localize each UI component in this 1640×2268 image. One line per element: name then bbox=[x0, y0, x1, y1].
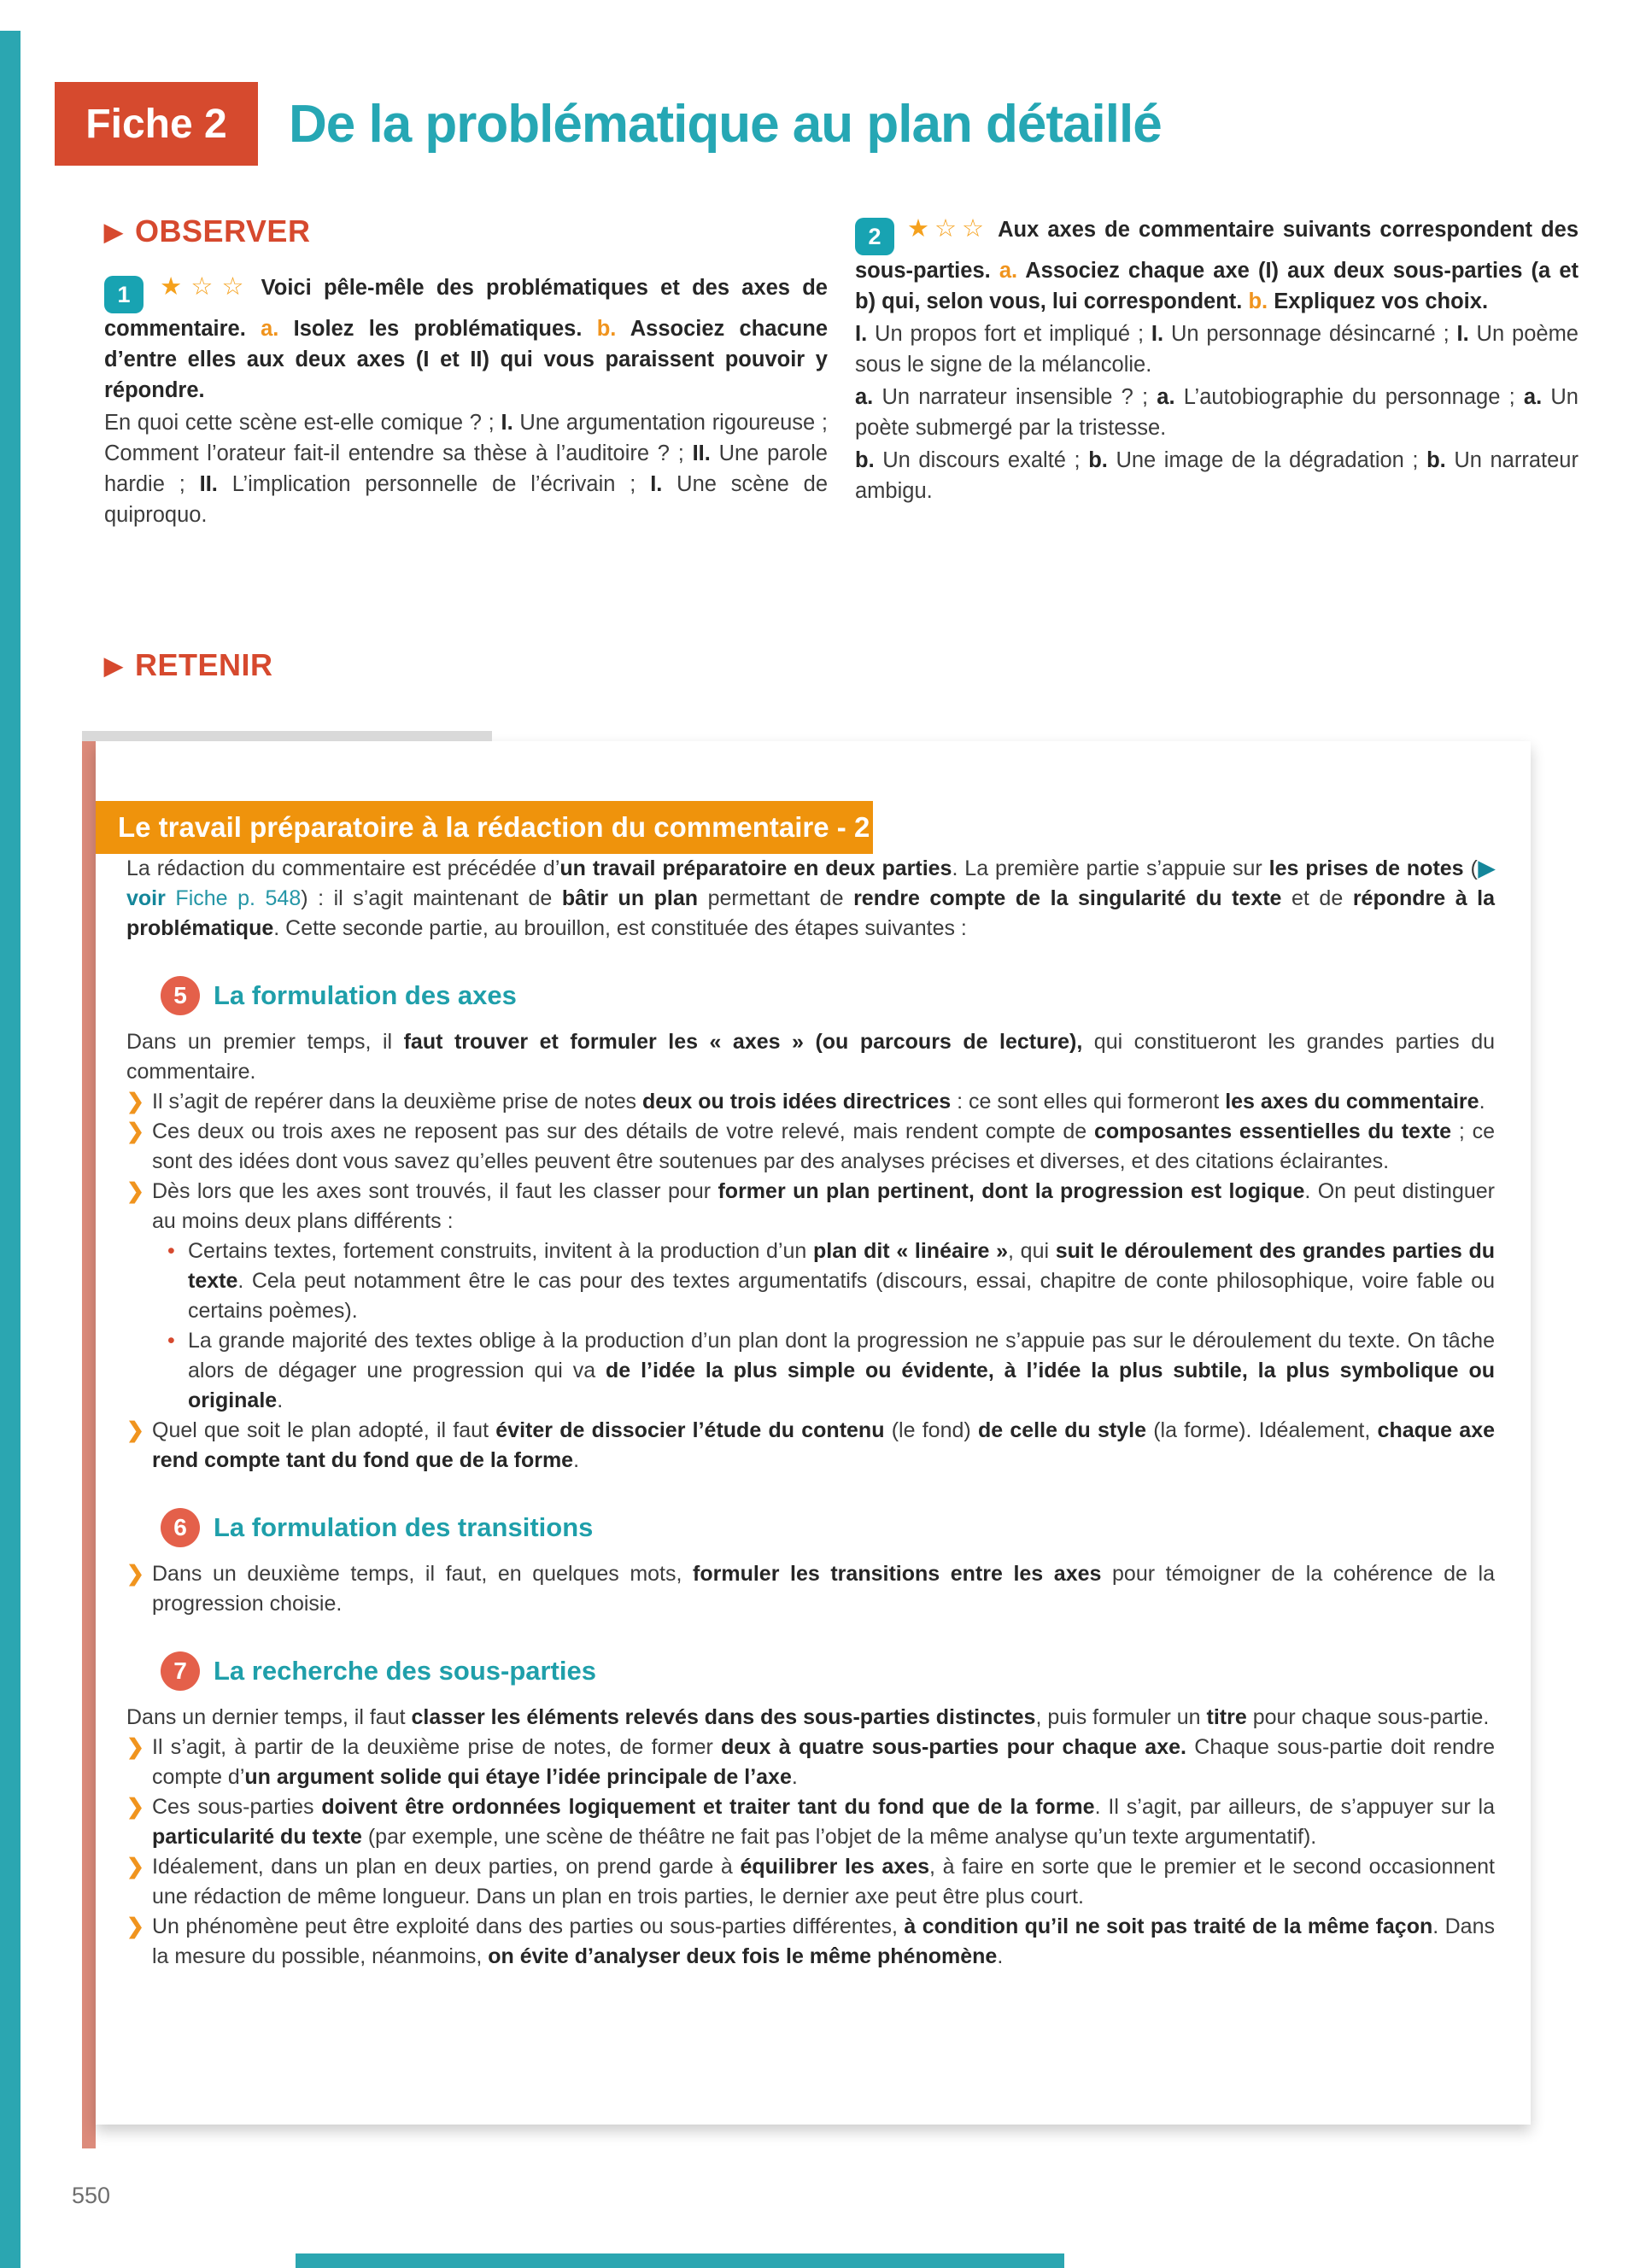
list-item bbox=[126, 1912, 1495, 1972]
exercise-2-items-b bbox=[855, 445, 1578, 506]
triangle-icon: ▶ bbox=[104, 219, 124, 245]
text-segment: b. bbox=[855, 448, 875, 472]
list-item-text bbox=[152, 1912, 1495, 1972]
text-segment: b. bbox=[1248, 289, 1274, 313]
text-segment: , puis formuler un bbox=[1035, 1705, 1207, 1729]
text-segment: permettant de bbox=[698, 886, 854, 910]
text-segment: deux à quatre sous-parties pour chaque axe. bbox=[721, 1735, 1186, 1759]
chevron-bullet-icon: ❯ bbox=[126, 1119, 144, 1143]
text-segment: . bbox=[277, 1388, 284, 1412]
text-segment: Un discours exalté ; bbox=[874, 448, 1089, 472]
text-segment: équilibrer les axes bbox=[740, 1855, 930, 1879]
observer-left-column bbox=[104, 213, 828, 530]
retenir-heading-label: RETENIR bbox=[135, 647, 273, 682]
text-segment: a. bbox=[261, 317, 294, 341]
chevron-bullet-icon: ❯ bbox=[126, 1855, 144, 1879]
text-segment: . On peut distinguer au moins deux plans différents : bbox=[152, 1179, 1495, 1233]
text-segment: . Il s’agit, par ailleurs, de s’appuyer sur la bbox=[1094, 1795, 1496, 1819]
paragraph bbox=[126, 1027, 1495, 1087]
observer-heading-label: OBSERVER bbox=[135, 213, 311, 248]
text-segment: à condition qu’il ne soit pas traité de la même façon bbox=[904, 1914, 1433, 1938]
text-segment: plan dit « linéaire » bbox=[813, 1239, 1009, 1263]
retenir-heading bbox=[104, 647, 273, 683]
page-number: 550 bbox=[72, 2183, 111, 2208]
text-segment: L’autobiographie du personnage ; bbox=[1174, 385, 1524, 409]
text-segment: répondre à la problématique bbox=[126, 886, 1496, 940]
exercise-2-items-I bbox=[855, 319, 1578, 380]
section-5-number-badge: 5 bbox=[161, 976, 200, 1015]
text-segment: Ces deux ou trois axes ne reposent pas sur des détails de votre relevé, mais rendent compte de bbox=[152, 1119, 1094, 1143]
section-6-number-badge: 6 bbox=[161, 1508, 200, 1547]
text-segment: , à faire en sorte que le premier et le second occasionnent une rédaction de même longueur. Dans un plan en trois parties, le dernier axe peut être plus court. bbox=[152, 1855, 1496, 1909]
section-6-title: La formulation des transitions bbox=[214, 1512, 594, 1542]
list-item bbox=[126, 1792, 1495, 1852]
text-segment: a. bbox=[999, 259, 1026, 283]
triangle-icon: ▶ bbox=[104, 652, 124, 679]
text-segment: . bbox=[997, 1944, 1004, 1968]
section-6-heading bbox=[161, 1508, 1495, 1547]
list-item-text bbox=[152, 1117, 1495, 1177]
text-segment: La grande majorité des textes oblige à la production d’un plan dont la progression ne s’appuie pas sur le déroulement du texte. On tâche alors de dégager une progression qui va bbox=[188, 1329, 1495, 1382]
text-segment: Une scène de quiproquo. bbox=[104, 472, 829, 527]
observer-right-column bbox=[855, 213, 1578, 530]
list-item-text bbox=[152, 1852, 1495, 1912]
text-segment: deux ou trois idées directrices bbox=[641, 1090, 952, 1114]
text-segment: suit le déroulement des grandes parties du texte bbox=[188, 1239, 1496, 1293]
text-segment: de celle du style bbox=[977, 1418, 1146, 1442]
text-segment: a. bbox=[1157, 385, 1175, 409]
text-segment: pour témoigner de la cohérence de la progression choisie. bbox=[152, 1562, 1496, 1616]
text-segment: et de bbox=[1281, 886, 1353, 910]
text-segment: classer les éléments relevés dans des sous-parties distinctes bbox=[411, 1705, 1036, 1729]
text-segment: II. bbox=[692, 441, 711, 465]
paragraph bbox=[126, 1703, 1495, 1733]
sub-list-item bbox=[166, 1236, 1495, 1326]
list-item bbox=[126, 1559, 1495, 1619]
list-item-text bbox=[152, 1177, 1495, 1236]
chevron-bullet-icon: ❯ bbox=[126, 1179, 144, 1203]
exercise-1-number-badge: 1 bbox=[104, 276, 144, 313]
text-segment: a. bbox=[855, 385, 874, 409]
text-segment: Une argumentation rigoureuse ; Comment l’orateur fait-il entendre sa thèse à l’auditoire ? ; bbox=[104, 411, 829, 465]
text-segment: Dès lors que les axes sont trouvés, il faut les classer pour bbox=[152, 1179, 718, 1203]
text-segment: un argument solide qui étaye l’idée principale de l’axe bbox=[244, 1765, 792, 1789]
text-segment: les axes du commentaire bbox=[1225, 1090, 1479, 1114]
text-segment: Voici pêle-mêle des problématiques et des axes de commentaire. bbox=[104, 276, 828, 341]
text-segment: . bbox=[791, 1765, 798, 1789]
text-segment: (le fond) bbox=[884, 1418, 978, 1442]
text-segment: doivent être ordonnées logiquement et traiter tant du fond que de la forme bbox=[321, 1795, 1095, 1819]
list-item-text bbox=[152, 1792, 1495, 1852]
text-segment: La rédaction du commentaire est précédée d’ bbox=[126, 856, 560, 880]
text-segment: ( bbox=[1463, 856, 1478, 880]
exercise-1-intro bbox=[104, 272, 828, 406]
text-segment: on évite d’analyser deux fois le même phénomène bbox=[488, 1944, 998, 1968]
card-title-band: Le travail préparatoire à la rédaction du commentaire - 2 / 2 bbox=[96, 801, 873, 854]
text-segment: . bbox=[573, 1448, 580, 1472]
text-segment: b. bbox=[596, 317, 630, 341]
text-segment: Ces sous-parties bbox=[152, 1795, 322, 1819]
text-segment: I. bbox=[501, 411, 513, 435]
text-segment: former un plan pertinent, dont la progression est logique bbox=[718, 1179, 1305, 1203]
card-intro-paragraph bbox=[126, 854, 1495, 944]
text-segment: Idéalement, dans un plan en deux parties, on prend garde à bbox=[152, 1855, 741, 1879]
list-item bbox=[126, 1733, 1495, 1792]
page-title: De la problématique au plan détaillé bbox=[289, 94, 1162, 154]
text-segment: bâtir un plan bbox=[561, 886, 699, 910]
text-segment: Une image de la dégradation ; bbox=[1107, 448, 1427, 472]
text-segment: ) : il s’agit maintenant de bbox=[301, 886, 562, 910]
text-segment: Une parole hardie ; bbox=[104, 441, 828, 496]
fiche-badge: Fiche 2 bbox=[55, 82, 258, 166]
left-accent-strip bbox=[0, 31, 20, 2268]
text-segment: les prises de notes bbox=[1268, 856, 1464, 880]
text-segment: Quel que soit le plan adopté, il faut bbox=[152, 1418, 496, 1442]
sub-list-item bbox=[166, 1326, 1495, 1416]
bottom-accent-bar bbox=[296, 2253, 1064, 2268]
text-segment: Un poème sous le signe de la mélancolie. bbox=[855, 322, 1578, 377]
list-item bbox=[126, 1416, 1495, 1476]
text-segment: I. bbox=[1151, 322, 1164, 346]
text-segment: L’implication personnelle de l’écrivain ; bbox=[217, 472, 651, 496]
text-segment: Aux axes de commentaire suivants correspondent des sous-parties. bbox=[855, 218, 1578, 283]
dot-bullet-icon: • bbox=[167, 1239, 175, 1263]
text-segment: : ce sont elles qui formeront bbox=[951, 1090, 1226, 1114]
text-segment: b. bbox=[1088, 448, 1108, 472]
chevron-bullet-icon: ❯ bbox=[126, 1418, 144, 1442]
text-segment: Un poète submergé par la tristesse. bbox=[855, 385, 1578, 440]
text-segment: I. bbox=[1456, 322, 1469, 346]
text-segment: Chaque sous-partie doit rendre compte d’ bbox=[152, 1735, 1495, 1789]
fiche-reference-link[interactable]: Fiche p. 548 bbox=[165, 886, 302, 910]
text-segment: II. bbox=[199, 472, 218, 496]
section-5-heading bbox=[161, 976, 1495, 1015]
chevron-bullet-icon: ❯ bbox=[126, 1914, 144, 1938]
text-segment: Dans un premier temps, il bbox=[126, 1030, 404, 1054]
text-segment: Un narrateur insensible ? ; bbox=[873, 385, 1157, 409]
observer-section bbox=[104, 213, 1578, 530]
list-item bbox=[126, 1087, 1495, 1117]
text-segment: Un phénomène peut être exploité dans des parties ou sous-parties différentes, bbox=[152, 1914, 905, 1938]
list-item-text bbox=[152, 1733, 1495, 1792]
text-segment: Associez chaque axe (I) aux deux sous-parties (a et b) qui, selon vous, lui correspondent. bbox=[855, 259, 1578, 313]
list-item-text bbox=[152, 1416, 1495, 1476]
text-segment: Il s’agit de repérer dans la deuxième prise de notes bbox=[152, 1090, 642, 1114]
text-segment: de l’idée la plus simple ou évidente, à l’idée la plus subtile, la plus symbolique ou originale bbox=[188, 1359, 1495, 1412]
text-segment: Un propos fort et impliqué ; bbox=[867, 322, 1151, 346]
text-segment: Dans un dernier temps, il faut bbox=[126, 1705, 412, 1729]
text-segment: Dans un deuxième temps, il faut, en quelques mots, bbox=[152, 1562, 694, 1586]
list-item bbox=[126, 1852, 1495, 1912]
difficulty-stars-icon: ★☆☆ bbox=[905, 215, 990, 243]
text-segment: Un narrateur ambigu. bbox=[855, 448, 1578, 503]
text-segment: Isolez les problématiques. bbox=[293, 317, 597, 341]
text-segment: a. bbox=[1523, 385, 1543, 409]
fiche-reference-link[interactable]: ▶ voir bbox=[126, 856, 1496, 910]
exercise-2-number-badge: 2 bbox=[855, 218, 894, 255]
text-segment: Associez chacune d’entre elles aux deux axes (I et II) qui vous paraissent pouvoir y répondre. bbox=[104, 317, 828, 402]
list-item bbox=[126, 1117, 1495, 1177]
chevron-bullet-icon: ❯ bbox=[126, 1562, 144, 1586]
section-7-heading bbox=[161, 1651, 1495, 1691]
text-segment: . Cette seconde partie, au brouillon, est constituée des étapes suivantes : bbox=[273, 916, 967, 940]
text-segment: I. bbox=[855, 322, 868, 346]
exercise-2-intro bbox=[855, 213, 1578, 317]
text-segment: En quoi cette scène est-elle comique ? ; bbox=[104, 411, 501, 435]
text-segment: . La première partie s’appuie sur bbox=[952, 856, 1269, 880]
text-segment: ; ce sont des idées dont vous savez qu’elles peuvent être soutenues par des analyses précises et diverses, et des citations éclairantes. bbox=[152, 1119, 1495, 1173]
retenir-card bbox=[96, 741, 1531, 2125]
text-segment: particularité du texte bbox=[152, 1825, 362, 1849]
list-item-text bbox=[152, 1559, 1495, 1619]
difficulty-stars-icon: ★☆☆ bbox=[154, 273, 253, 301]
text-segment: formuler les transitions entre les axes bbox=[693, 1562, 1102, 1586]
list-item-text bbox=[188, 1326, 1495, 1416]
text-segment: (la forme). Idéalement, bbox=[1145, 1418, 1378, 1442]
text-segment: rendre compte de la singularité du texte bbox=[853, 886, 1282, 910]
text-segment: . Dans la mesure du possible, néanmoins, bbox=[152, 1914, 1495, 1968]
text-segment: . Cela peut notamment être le cas pour des textes argumentatifs (discours, essai, chapitre de conte philosophique, voire fable ou certains poèmes). bbox=[188, 1269, 1495, 1323]
text-segment: I. bbox=[650, 472, 663, 496]
text-segment: Il s’agit, à partir de la deuxième prise de notes, de former bbox=[152, 1735, 722, 1759]
observer-heading bbox=[104, 213, 828, 249]
text-segment: pour chaque sous-partie. bbox=[1246, 1705, 1490, 1729]
text-segment: qui constitueront les grandes parties du commentaire. bbox=[126, 1030, 1495, 1084]
exercise-2-items-a bbox=[855, 382, 1578, 443]
text-segment: Expliquez vos choix. bbox=[1274, 289, 1489, 313]
section-7-title: La recherche des sous-parties bbox=[214, 1656, 596, 1686]
dot-bullet-icon: • bbox=[167, 1329, 175, 1353]
list-item-text bbox=[188, 1236, 1495, 1326]
chevron-bullet-icon: ❯ bbox=[126, 1090, 144, 1114]
text-segment: composantes essentielles du texte bbox=[1093, 1119, 1452, 1143]
exercise-1-body bbox=[104, 407, 828, 530]
text-segment: . bbox=[1479, 1090, 1485, 1114]
text-segment: un travail préparatoire en deux parties bbox=[559, 856, 952, 880]
list-item-text bbox=[152, 1087, 1495, 1117]
list-item bbox=[126, 1177, 1495, 1236]
text-segment: chaque axe rend compte tant du fond que de la forme bbox=[152, 1418, 1496, 1472]
text-segment: Un personnage désincarné ; bbox=[1163, 322, 1457, 346]
card-content bbox=[96, 854, 1531, 1972]
chevron-bullet-icon: ❯ bbox=[126, 1735, 144, 1759]
text-segment: b. bbox=[1426, 448, 1446, 472]
card-left-accent-bar bbox=[82, 731, 96, 2148]
text-segment: Certains textes, fortement construits, invitent à la production d’un bbox=[188, 1239, 814, 1263]
text-segment: , qui bbox=[1008, 1239, 1056, 1263]
section-7-number-badge: 7 bbox=[161, 1651, 200, 1691]
text-segment: faut trouver et formuler les « axes » (ou parcours de lecture), bbox=[403, 1030, 1083, 1054]
text-segment: titre bbox=[1206, 1705, 1247, 1729]
text-segment: éviter de dissocier l’étude du contenu bbox=[495, 1418, 885, 1442]
section-5-title: La formulation des axes bbox=[214, 980, 517, 1010]
text-segment: (par exemple, une scène de théâtre ne fait pas l’objet de la même analyse qu’un texte argumentatif). bbox=[361, 1825, 1317, 1849]
chevron-bullet-icon: ❯ bbox=[126, 1795, 144, 1819]
